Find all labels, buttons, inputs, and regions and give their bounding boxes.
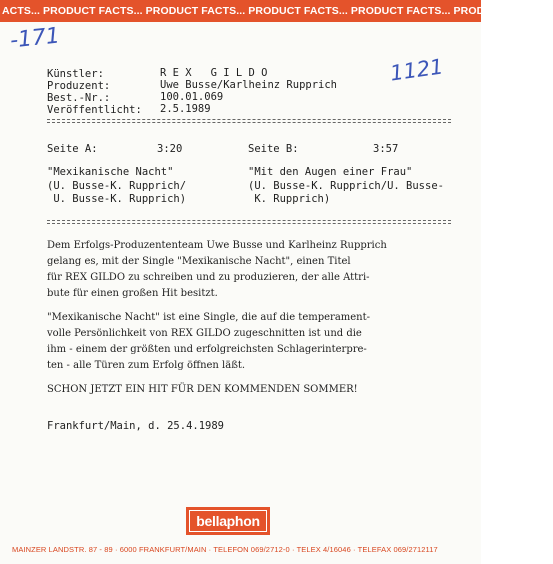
banner-text: ACTS... PRODUCT FACTS... PRODUCT FACTS... PRODUCT FACTS... PRODUCT FACTS... PRODUCT FACTS... xyxy=(2,5,553,17)
producer-label: Produzent: xyxy=(47,80,111,92)
paragraph-1-line-1: Dem Erfolgs-Produzententeam Uwe Busse und Karlheinz Rupprich xyxy=(47,240,387,251)
release-date-label: Veröffentlicht: xyxy=(47,104,142,116)
divider-middle-double xyxy=(47,223,451,224)
side-a-label: Seite A: xyxy=(47,143,98,155)
handwritten-note-left: -171 xyxy=(8,23,62,54)
bellaphon-logo xyxy=(186,507,270,535)
paragraph-1-line-3: für REX GILDO zu schreiben und zu produzieren, der alle Attri- xyxy=(47,272,370,283)
side-a-credit-line2: U. Busse-K. Rupprich) xyxy=(47,193,187,205)
divider-top xyxy=(47,119,451,120)
side-b-credit-line2: K. Rupprich) xyxy=(248,193,331,205)
side-a-time: 3:20 xyxy=(157,143,183,155)
company-address-footer: MAINZER LANDSTR. 87 - 89 · 6000 FRANKFURT/MAIN · TELEFON 069/2712-0 · TELEX 4/16046 · TELEFAX 069/2712117 xyxy=(12,545,438,554)
artist-value: R E X G I L D O xyxy=(160,67,268,79)
place-and-date: Frankfurt/Main, d. 25.4.1989 xyxy=(47,420,225,432)
producer-value: Uwe Busse/Karlheinz Rupprich xyxy=(160,79,338,91)
artist-label: Künstler: xyxy=(47,68,104,80)
order-number-label: Best.-Nr.: xyxy=(47,92,111,104)
paragraph-2-line-4: ten - alle Türen zum Erfolg öffnen läßt. xyxy=(47,360,246,371)
divider-top-double xyxy=(47,122,451,123)
product-facts-banner xyxy=(0,0,553,22)
side-b-credit-line1: (U. Busse-K. Rupprich/U. Busse- xyxy=(248,180,444,192)
paragraph-2-line-2: volle Persönlichkeit von REX GILDO zugeschnitten ist und die xyxy=(47,328,362,339)
logo-frame xyxy=(189,510,267,532)
side-b-label: Seite B: xyxy=(248,143,299,155)
release-date-value: 2.5.1989 xyxy=(160,103,211,115)
paragraph-1-line-2: gelang es, mit der Single "Mexikanische Nacht", einen Titel xyxy=(47,256,351,267)
paragraph-1-line-4: bute für einen großen Hit besitzt. xyxy=(47,288,218,299)
paragraph-2-line-3: ihm - einem der größten und erfolgreichsten Schlagerinterpre- xyxy=(47,344,367,355)
side-b-time: 3:57 xyxy=(373,143,399,155)
side-b-title: "Mit den Augen einer Frau" xyxy=(248,166,413,178)
logo-text: bellaphon xyxy=(196,513,260,529)
handwritten-note-right: 1121 xyxy=(388,54,445,86)
paragraph-2-line-1: "Mexikanische Nacht" ist eine Single, die auf die temperament- xyxy=(47,312,371,323)
headline-claim: SCHON JETZT EIN HIT FÜR DEN KOMMENDEN SOMMER! xyxy=(47,384,358,395)
order-number-value: 100.01.069 xyxy=(160,91,224,103)
side-a-credit-line1: (U. Busse-K. Rupprich/ xyxy=(47,180,187,192)
divider-middle xyxy=(47,220,451,221)
side-a-title: "Mexikanische Nacht" xyxy=(47,166,174,178)
